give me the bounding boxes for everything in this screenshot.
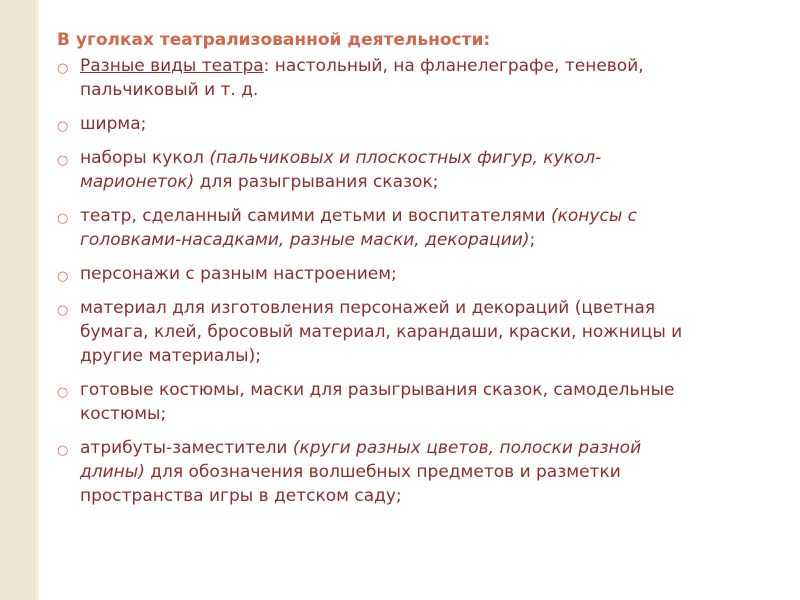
item-text: наборы кукол	[80, 148, 210, 168]
slide-content	[57, 28, 697, 518]
item-text: : настольный, на фланелеграфе, теневой, пальчиковый и т. д.	[80, 56, 644, 100]
item-underlined-text: Разные виды театра	[80, 56, 264, 76]
bullet-circle-icon: ○	[57, 443, 69, 458]
bullet-circle-icon: ○	[57, 119, 69, 134]
item-italic-text: (круги разных цветов, полоски разной длины)	[80, 438, 642, 482]
item-italic-text: (пальчиковых и плоскостных фигур, кукол-марионеток)	[80, 148, 602, 192]
item-text: театр, сделанный самими детьми и воспитателями	[80, 206, 551, 226]
decorative-side-line	[36, 0, 39, 600]
list-item	[57, 54, 697, 102]
list-item	[57, 262, 697, 286]
item-text: атрибуты-заместители	[80, 438, 293, 458]
item-text-after: для разыгрывания сказок;	[194, 172, 439, 192]
list-item	[57, 146, 697, 194]
item-text: персонажи с разным настроением;	[80, 264, 397, 284]
item-text-after: ;	[529, 230, 536, 250]
item-text: материал для изготовления персонажей и декораций (цветная бумага, клей, бросовый материал, карандаши, краски, ножницы и другие материалы);	[80, 298, 683, 366]
decorative-side-band	[0, 0, 36, 600]
list-item	[57, 204, 697, 252]
item-italic-text: (конусы с головками-насадками, разные маски, декорации)	[80, 206, 637, 250]
slide-heading: В уголках театрализованной деятельности:	[57, 30, 491, 50]
bullet-circle-icon: ○	[57, 303, 69, 318]
bullet-list	[57, 54, 697, 508]
list-item	[57, 112, 697, 136]
item-text: ширма;	[80, 114, 147, 134]
item-text: готовые костюмы, маски для разыгрывания сказок, самодельные костюмы;	[80, 380, 675, 424]
bullet-circle-icon: ○	[57, 153, 69, 168]
bullet-circle-icon: ○	[57, 269, 69, 284]
bullet-circle-icon: ○	[57, 385, 69, 400]
bullet-circle-icon: ○	[57, 211, 69, 226]
item-text-after: для обозначения волшебных предметов и разметки пространства игры в детском саду;	[80, 462, 621, 506]
list-item	[57, 436, 697, 508]
list-item	[57, 378, 697, 426]
bullet-circle-icon: ○	[57, 61, 69, 76]
list-item	[57, 296, 697, 368]
